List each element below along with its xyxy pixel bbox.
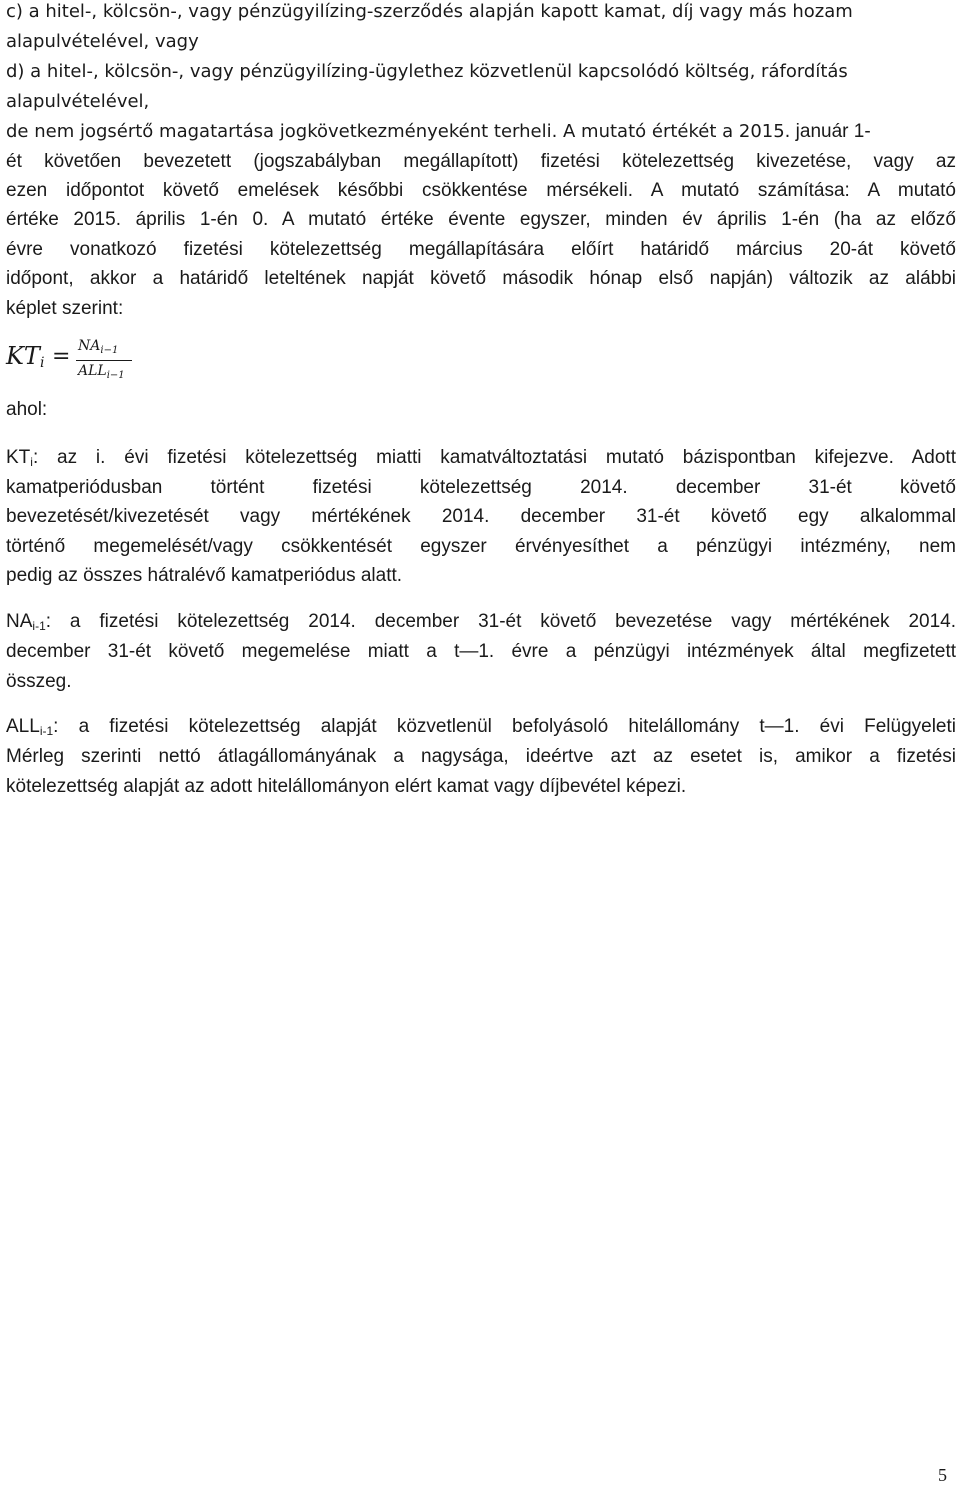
text-line: évre vonatkozó fizetési kötelezettség megállapítására előírt határidő március 20-át követő — [6, 239, 956, 260]
text-span: január 1- — [790, 121, 871, 142]
text-line: ezen időpontot követő emelések későbbi csökkentése mérsékeli. A mutató számítása: A mutató — [6, 180, 956, 201]
formula-lhs-text: KT — [6, 342, 40, 370]
formula-numerator — [78, 338, 118, 354]
text-line: pedig az összes hátralévő kamatperiódus alatt. — [6, 565, 403, 586]
ahol-label: ahol: — [6, 399, 48, 420]
text-line — [6, 712, 956, 742]
text-line — [6, 443, 956, 473]
text-line: kamatperiódusban történt fizetési kötelezettség 2014. december 31-ét követő — [6, 477, 956, 498]
formula-denominator-subscript: i−1 — [106, 370, 125, 381]
text-line: december 31-ét követő megemelése miatt a t—1. évre a pénzügyi intézmények által megfizetett — [6, 641, 956, 662]
term-subscript: i-1 — [32, 619, 46, 633]
formula-lhs — [6, 342, 44, 370]
fraction-bar — [76, 360, 132, 361]
term-subscript: i — [30, 455, 33, 469]
formula-denominator — [78, 363, 125, 379]
term-label: KT — [6, 447, 31, 468]
formula-equals: = — [52, 344, 71, 369]
text-line: alapulvételével, — [6, 91, 150, 112]
text-line: c) a hitel-, kölcsön-, vagy pénzügyilízing-szerződés alapján kapott kamat, díj vagy más hozam — [6, 1, 853, 22]
text-line: történő megemelését/vagy csökkentését egyszer érvényesíthet a pénzügyi intézmény, nem — [6, 536, 956, 557]
term-label: ALL — [6, 716, 40, 737]
text-span: : az i. évi fizetési kötelezettség miatti kamatváltoztatási mutató bázispontban kifejezve. Adott — [32, 447, 956, 468]
text-line — [6, 607, 956, 637]
text-line — [6, 117, 956, 147]
text-line: kötelezettség alapját az adott hitelállományon elért kamat vagy díjbevétel képezi. — [6, 776, 687, 797]
text-line: összeg. — [6, 671, 72, 692]
text-line: ét követően bevezetett (jogszabályban megállapított) fizetési kötelezettség kivezetése, vagy az — [6, 151, 956, 172]
formula-numerator-subscript: i−1 — [100, 345, 119, 356]
text-line: bevezetését/kivezetését vagy mértékének 2014. december 31-ét követő egy alkalommal — [6, 506, 956, 527]
text-span: : a fizetési kötelezettség alapját közvetlenül befolyásoló hitelállomány t—1. évi Felügyeleti — [53, 716, 956, 737]
text-line: időpont, akkor a határidő leteltének napját követő második hónap első napján) változik az alábbi — [6, 268, 956, 289]
formula — [6, 338, 206, 388]
term-label: NA — [6, 611, 33, 632]
page-number: 5 — [938, 1465, 947, 1485]
term-subscript: i-1 — [39, 724, 54, 738]
text-span: : a fizetési kötelezettség 2014. december 31-ét követő bevezetése vagy mértékének 2014. — [45, 611, 956, 632]
text-line: alapulvételével, vagy — [6, 31, 199, 52]
text-line: értéke 2015. április 1-én 0. A mutató értéke évente egyszer, minden év április 1-én (ha az előző — [6, 209, 956, 230]
formula-numerator-text: NA — [78, 338, 101, 354]
formula-denominator-text: ALL — [78, 363, 107, 379]
text-line: d) a hitel-, kölcsön-, vagy pénzügyilízing-ügylethez közvetlenül kapcsolódó költség, ráfordítás — [6, 61, 848, 82]
text-line: képlet szerint: — [6, 298, 124, 319]
formula-lhs-subscript: i — [39, 355, 45, 371]
text-line: Mérleg szerinti nettó átlagállományának a nagysága, ideértve azt az esetet is, amikor a fizetési — [6, 746, 956, 767]
text-span: de nem jogsértő magatartása jogkövetkezményeként terheli. A mutató értékét a 2015. — [6, 121, 791, 142]
